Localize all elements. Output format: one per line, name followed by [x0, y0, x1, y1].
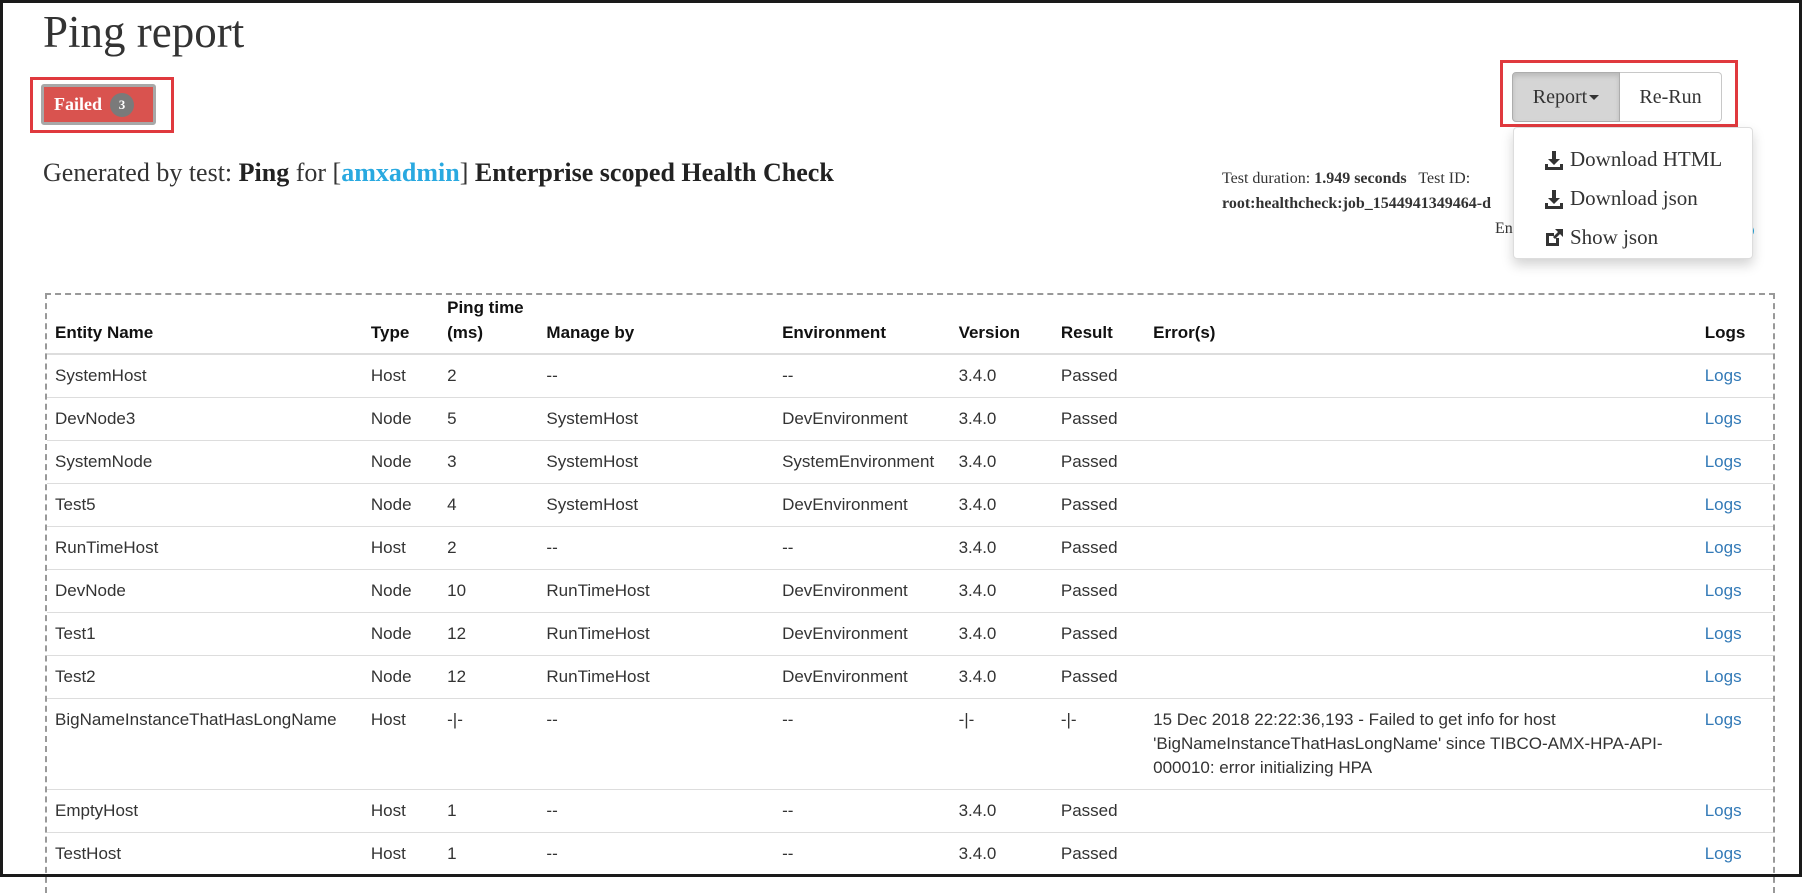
cell-ping: -|-	[439, 699, 538, 790]
cell-manage: --	[538, 833, 774, 876]
col-header-version[interactable]: Version	[951, 295, 1053, 354]
logs-link[interactable]: Logs	[1704, 801, 1742, 820]
external-link-icon	[1544, 228, 1564, 248]
col-header-environment[interactable]: Environment	[774, 295, 951, 354]
menu-item-label: Show json	[1570, 225, 1659, 249]
cell-version: 3.4.0	[951, 398, 1053, 441]
cell-env: SystemEnvironment	[774, 441, 951, 484]
cell-ping: 12	[439, 613, 538, 656]
download-html-menu-item[interactable]	[1514, 140, 1752, 179]
col-header-errors[interactable]: Error(s)	[1145, 295, 1697, 354]
cell-ping: 10	[439, 570, 538, 613]
cell-errors: 15 Dec 2018 22:22:36,193 - Failed to get info for host 'BigNameInstanceThatHasLongName' since TIBCO-AMX-HPA-API-000010: error initializing HPA	[1145, 699, 1697, 790]
page-title: Ping report	[43, 7, 245, 57]
test-meta	[1222, 166, 1513, 237]
download-icon	[1544, 150, 1564, 170]
subtitle-close-bracket: ]	[459, 158, 469, 187]
cell-env: DevEnvironment	[774, 484, 951, 527]
cell-env: --	[774, 354, 951, 398]
logs-link[interactable]: Logs	[1704, 624, 1742, 643]
cell-logs	[1697, 398, 1773, 441]
cell-errors	[1145, 527, 1697, 570]
table-row	[47, 527, 1773, 570]
cell-manage: --	[538, 699, 774, 790]
cell-errors	[1145, 441, 1697, 484]
col-header-logs[interactable]: Logs	[1697, 295, 1773, 354]
col-header-ping-time[interactable]: Ping time (ms)	[439, 295, 538, 354]
cell-manage: SystemHost	[538, 484, 774, 527]
test-id-value: root:healthcheck:job_1544941349464-d	[1222, 195, 1492, 212]
cell-entity: TestHost	[47, 833, 363, 876]
cell-result: Passed	[1053, 833, 1145, 876]
cell-type: Node	[363, 398, 439, 441]
report-dropdown-menu	[1513, 127, 1753, 259]
cell-ping: 12	[439, 656, 538, 699]
status-label: Failed	[54, 94, 102, 114]
col-header-manage-by[interactable]: Manage by	[538, 295, 774, 354]
cell-result: Passed	[1053, 527, 1145, 570]
cell-logs	[1697, 790, 1773, 833]
subtitle-prefix: Generated by test:	[43, 158, 233, 187]
table-row	[47, 699, 1773, 790]
cell-type: Host	[363, 833, 439, 876]
cell-env: --	[774, 790, 951, 833]
cell-result: Passed	[1053, 398, 1145, 441]
cell-version: 3.4.0	[951, 484, 1053, 527]
cell-version: 3.4.0	[951, 354, 1053, 398]
table-row	[47, 441, 1773, 484]
cell-ping: 3	[439, 441, 538, 484]
cell-errors	[1145, 833, 1697, 876]
table-row	[47, 398, 1773, 441]
subtitle-user: amxadmin	[341, 158, 460, 187]
logs-link[interactable]: Logs	[1704, 538, 1742, 557]
download-json-menu-item[interactable]	[1514, 179, 1752, 218]
table-row	[47, 354, 1773, 398]
cell-version: -|-	[951, 699, 1053, 790]
cell-errors	[1145, 398, 1697, 441]
cell-version: 3.4.0	[951, 656, 1053, 699]
duration-value: 1.949 seconds	[1314, 170, 1407, 187]
report-button-group	[1512, 72, 1722, 122]
cell-env: DevEnvironment	[774, 656, 951, 699]
report-dropdown-button[interactable]	[1512, 72, 1620, 122]
cell-manage: --	[538, 354, 774, 398]
cell-manage: RunTimeHost	[538, 570, 774, 613]
cell-result: Passed	[1053, 613, 1145, 656]
truncated-meta-text: En	[1495, 220, 1513, 237]
cell-type: Node	[363, 570, 439, 613]
cell-result: Passed	[1053, 790, 1145, 833]
cell-entity: RunTimeHost	[47, 527, 363, 570]
cell-ping: 4	[439, 484, 538, 527]
cell-version: 3.4.0	[951, 527, 1053, 570]
cell-result: Passed	[1053, 354, 1145, 398]
cell-entity: Test5	[47, 484, 363, 527]
cell-ping: 1	[439, 790, 538, 833]
cell-manage: RunTimeHost	[538, 656, 774, 699]
cell-env: DevEnvironment	[774, 398, 951, 441]
cell-env: --	[774, 833, 951, 876]
show-json-menu-item[interactable]	[1514, 218, 1752, 257]
report-subtitle	[43, 158, 834, 188]
cell-manage: --	[538, 790, 774, 833]
menu-item-label: Download HTML	[1570, 147, 1723, 171]
cell-ping: 2	[439, 354, 538, 398]
table-row	[47, 570, 1773, 613]
cell-env: --	[774, 527, 951, 570]
subtitle-test-name: Ping	[238, 158, 290, 187]
cell-logs	[1697, 699, 1773, 790]
cell-entity: SystemNode	[47, 441, 363, 484]
cell-type: Host	[363, 527, 439, 570]
results-table-container	[45, 293, 1775, 893]
col-header-result[interactable]: Result	[1053, 295, 1145, 354]
cell-version: 3.4.0	[951, 441, 1053, 484]
status-badge[interactable]	[41, 84, 156, 125]
cell-entity: SystemHost	[47, 354, 363, 398]
cell-entity: BigNameInstanceThatHasLongName	[47, 699, 363, 790]
table-body	[47, 354, 1773, 875]
cell-errors	[1145, 484, 1697, 527]
logs-link[interactable]: Logs	[1704, 844, 1742, 863]
cell-env: DevEnvironment	[774, 613, 951, 656]
cell-result: Passed	[1053, 484, 1145, 527]
logs-link[interactable]: Logs	[1704, 710, 1742, 729]
cell-errors	[1145, 570, 1697, 613]
cell-logs	[1697, 527, 1773, 570]
table-row	[47, 484, 1773, 527]
cell-env: --	[774, 699, 951, 790]
cell-version: 3.4.0	[951, 570, 1053, 613]
cell-entity: Test2	[47, 656, 363, 699]
col-header-type[interactable]: Type	[363, 295, 439, 354]
report-button-label: Report	[1532, 85, 1588, 108]
cell-errors	[1145, 613, 1697, 656]
table-header-row	[47, 295, 1773, 354]
cell-logs	[1697, 656, 1773, 699]
cell-logs	[1697, 354, 1773, 398]
table-row	[47, 656, 1773, 699]
cell-version: 3.4.0	[951, 833, 1053, 876]
cell-result: -|-	[1053, 699, 1145, 790]
cell-result: Passed	[1053, 570, 1145, 613]
col-header-entity-name[interactable]: Entity Name	[47, 295, 363, 354]
test-id-label: Test ID:	[1418, 170, 1471, 187]
cell-logs	[1697, 570, 1773, 613]
cell-ping: 2	[439, 527, 538, 570]
cell-type: Node	[363, 484, 439, 527]
results-table	[47, 295, 1773, 875]
cell-type: Host	[363, 354, 439, 398]
cell-manage: --	[538, 527, 774, 570]
caret-down-icon	[1589, 95, 1599, 100]
cell-version: 3.4.0	[951, 790, 1053, 833]
download-icon	[1544, 189, 1564, 209]
failure-count-badge: 3	[110, 93, 134, 117]
cell-manage: RunTimeHost	[538, 613, 774, 656]
table-row	[47, 833, 1773, 876]
cell-logs	[1697, 613, 1773, 656]
logs-link[interactable]: Logs	[1704, 495, 1742, 514]
cell-entity: DevNode3	[47, 398, 363, 441]
cell-ping: 1	[439, 833, 538, 876]
cell-type: Node	[363, 613, 439, 656]
subtitle-scope: Enterprise scoped Health Check	[474, 158, 834, 187]
cell-errors	[1145, 790, 1697, 833]
logs-link[interactable]: Logs	[1704, 667, 1742, 686]
cell-manage: SystemHost	[538, 441, 774, 484]
logs-link[interactable]: Logs	[1704, 452, 1742, 471]
cell-logs	[1697, 833, 1773, 876]
cell-manage: SystemHost	[538, 398, 774, 441]
cell-result: Passed	[1053, 656, 1145, 699]
logs-link[interactable]: Logs	[1704, 409, 1742, 428]
rerun-button[interactable]: Re-Run	[1620, 72, 1722, 122]
logs-link[interactable]: Logs	[1704, 581, 1742, 600]
cell-errors	[1145, 656, 1697, 699]
table-row	[47, 790, 1773, 833]
cell-logs	[1697, 484, 1773, 527]
cell-entity: EmptyHost	[47, 790, 363, 833]
table-row	[47, 613, 1773, 656]
cell-env: DevEnvironment	[774, 570, 951, 613]
subtitle-for: for [	[295, 158, 342, 187]
logs-link[interactable]: Logs	[1704, 366, 1742, 385]
menu-item-label: Download json	[1570, 186, 1698, 210]
cell-type: Host	[363, 790, 439, 833]
cell-logs	[1697, 441, 1773, 484]
cell-version: 3.4.0	[951, 613, 1053, 656]
cell-errors	[1145, 354, 1697, 398]
cell-type: Node	[363, 441, 439, 484]
cell-ping: 5	[439, 398, 538, 441]
cell-type: Node	[363, 656, 439, 699]
cell-entity: DevNode	[47, 570, 363, 613]
duration-label: Test duration:	[1222, 170, 1311, 187]
cell-type: Host	[363, 699, 439, 790]
cell-result: Passed	[1053, 441, 1145, 484]
cell-entity: Test1	[47, 613, 363, 656]
